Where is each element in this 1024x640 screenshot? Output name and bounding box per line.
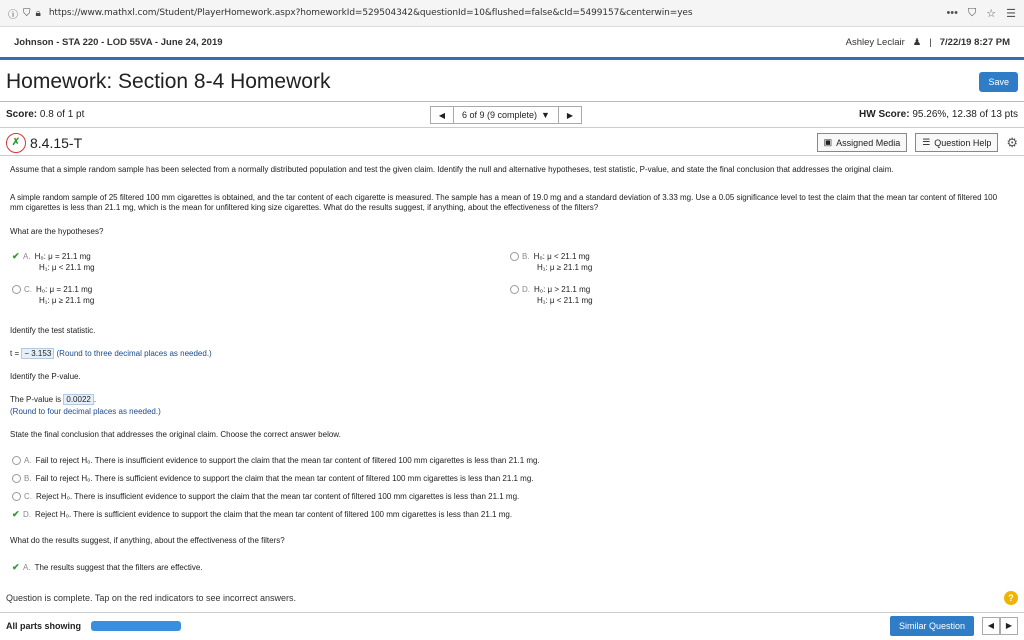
hamburger-menu-icon[interactable]: ☰ [1006, 7, 1016, 20]
p-period: . [93, 395, 97, 404]
media-icon: ▣ [823, 137, 833, 147]
p-value-question: Identify the P-value. [10, 372, 81, 381]
prev-question-button[interactable]: ◀ [430, 106, 454, 124]
user-icon: ♟ [912, 36, 922, 48]
chevron-down-icon: ▼ [541, 110, 550, 120]
next-question-button[interactable]: ▶ [558, 106, 582, 124]
test-stat-answer [10, 349, 1010, 359]
shield-icon[interactable]: ⛉ [23, 7, 31, 19]
concl-option-c[interactable]: C. Reject H₀. There is insufficient evidence to support the claim that the mean tar content of filtered 100 mm cigarettes is less than 21.1 mg. [12, 491, 519, 502]
footer-nav [982, 617, 1018, 635]
address-bar[interactable]: https://www.mathxl.com/Student/PlayerHomework.aspx?homeworkId=529504342&questionId=10&flushed=false&cId=5499157&centerwin=yes [48, 8, 693, 18]
concl-option-d[interactable]: ✔ D. Reject H₀. There is sufficient evidence to support the claim that the mean tar content of filtered 100 mm cigarettes is less than 21.1 mg. [12, 509, 513, 519]
footer-bar [0, 612, 1024, 638]
question-id: 8.4.15-T [30, 134, 83, 151]
p-note: (Round to four decimal places as needed.) [10, 407, 161, 416]
course-header [0, 27, 1024, 60]
t-note: (Round to three decimal places as needed.) [56, 349, 212, 358]
concl-option-b[interactable]: B. Fail to reject H₀. There is sufficient evidence to support the claim that the mean tar content of filtered 100 mm cigarettes is less than 21.1 mg. [12, 473, 534, 484]
question-help-button[interactable] [915, 133, 998, 152]
question-position: 6 of 9 (9 complete) [462, 110, 538, 120]
bookmark-star-icon[interactable]: ☆ [986, 7, 997, 20]
datetime: 7/22/19 8:27 PM [939, 36, 1010, 48]
user-name[interactable]: Ashley Leclair [845, 36, 905, 48]
next-arrow-button[interactable]: ▶ [1000, 617, 1018, 635]
similar-question-button[interactable]: Similar Question [890, 616, 974, 636]
radio-button[interactable] [12, 285, 21, 294]
pocket-icon[interactable]: ⛉ [968, 6, 977, 19]
hyp-option-a[interactable]: ✔ A. H₀: μ = 21.1 mg H₁: μ < 21.1 mg [12, 251, 95, 272]
hw-score [859, 109, 1018, 120]
course-title: Johnson - STA 220 - LOD 55VA - June 24, 2019 [14, 36, 223, 48]
check-icon: ✔ [12, 562, 20, 572]
list-icon: ☰ [922, 137, 931, 147]
assigned-media-label: Assigned Media [836, 137, 901, 148]
concl-option-a[interactable]: A. Fail to reject H₀. There is insufficient evidence to support the claim that the mean tar content of filtered 100 mm cigarettes is less than 21.1 mg. [12, 455, 540, 466]
radio-button[interactable] [12, 456, 21, 465]
p-label: The P-value is [10, 395, 62, 404]
hw-score-label: HW Score: [859, 109, 910, 120]
p-answer-box[interactable]: 0.0022 [63, 394, 93, 405]
assigned-media-button[interactable] [817, 133, 908, 152]
problem-text: A simple random sample of 25 filtered 100 mm cigarettes is obtained, and the tar content of each cigarette is measured. The sample has a mean of 19.0 mg and a standard deviation of 3.33 mg. Use a 0.05 significance level to test the claim that the mean tar content of filtered 100 mm cigarettes is less than 21.1 mg, which is the mean for unfiltered king size cigarettes. What do the results suggest, if anything, about the effectiveness of the filters? [10, 193, 998, 212]
help-icon[interactable]: ? [1004, 591, 1018, 605]
hypotheses-question: What are the hypotheses? [10, 227, 104, 236]
question-header [0, 130, 1024, 156]
score-bar [0, 102, 1024, 128]
question-pager [430, 106, 582, 124]
divider: | [929, 36, 932, 48]
filters-answer[interactable]: ✔ A. The results suggest that the filters are effective. [12, 562, 203, 572]
hyp-option-b[interactable]: B. H₀: μ < 21.1 mg H₁: μ ≥ 21.1 mg [510, 251, 592, 273]
radio-button[interactable] [510, 252, 519, 261]
completion-status: Question is complete. Tap on the red indicators to see incorrect answers. [6, 593, 296, 603]
prev-arrow-button[interactable]: ◀ [982, 617, 1000, 635]
radio-button[interactable] [12, 474, 21, 483]
test-stat-question: Identify the test statistic. [10, 326, 96, 335]
info-icon[interactable]: ⓘ [8, 9, 18, 21]
progress-bar [91, 621, 181, 631]
check-icon: ✔ [12, 509, 20, 519]
status-bar [0, 590, 1024, 606]
p-value-answer [10, 395, 1010, 405]
lock-icon[interactable]: 🔒︎ [35, 7, 41, 19]
progress-fill [91, 621, 181, 631]
partial-credit-icon: ✗ [6, 133, 26, 153]
gear-icon[interactable]: ⚙ [1006, 134, 1018, 150]
parts-label: All parts showing [6, 620, 82, 631]
conclusion-question: State the final conclusion that addresses the original claim. Choose the correct answer below. [10, 430, 341, 439]
hyp-option-c[interactable]: C. H₀: μ = 21.1 mg H₁: μ ≥ 21.1 mg [12, 284, 94, 306]
save-button[interactable]: Save [979, 72, 1018, 92]
radio-button[interactable] [12, 492, 21, 501]
page-title: Homework: Section 8-4 Homework [6, 69, 331, 93]
score-value: 0.8 of 1 pt [39, 109, 85, 120]
hyp-option-d[interactable]: D. H₀: μ > 21.1 mg H₁: μ < 21.1 mg [510, 284, 593, 306]
t-answer-box[interactable]: − 3.153 [21, 348, 54, 359]
t-label: t = [10, 349, 20, 358]
radio-button[interactable] [510, 285, 519, 294]
question-help-label: Question Help [934, 137, 992, 148]
page-actions-icon[interactable]: ••• [946, 7, 958, 19]
score-label: Score: [6, 109, 38, 120]
browser-toolbar [0, 0, 1024, 27]
check-icon: ✔ [12, 251, 20, 261]
filters-question: What do the results suggest, if anything, about the effectiveness of the filters? [10, 536, 285, 545]
hw-score-value: 95.26%, 12.38 of 13 pts [912, 109, 1018, 120]
homework-header [0, 62, 1024, 102]
intro-text: Assume that a simple random sample has been selected from a normally distributed population and test the given claim. Identify the null and alternative hypotheses, test statistic, P-value, and state the final conclusion that addresses the original claim. [10, 165, 894, 174]
question-select[interactable] [454, 106, 558, 124]
